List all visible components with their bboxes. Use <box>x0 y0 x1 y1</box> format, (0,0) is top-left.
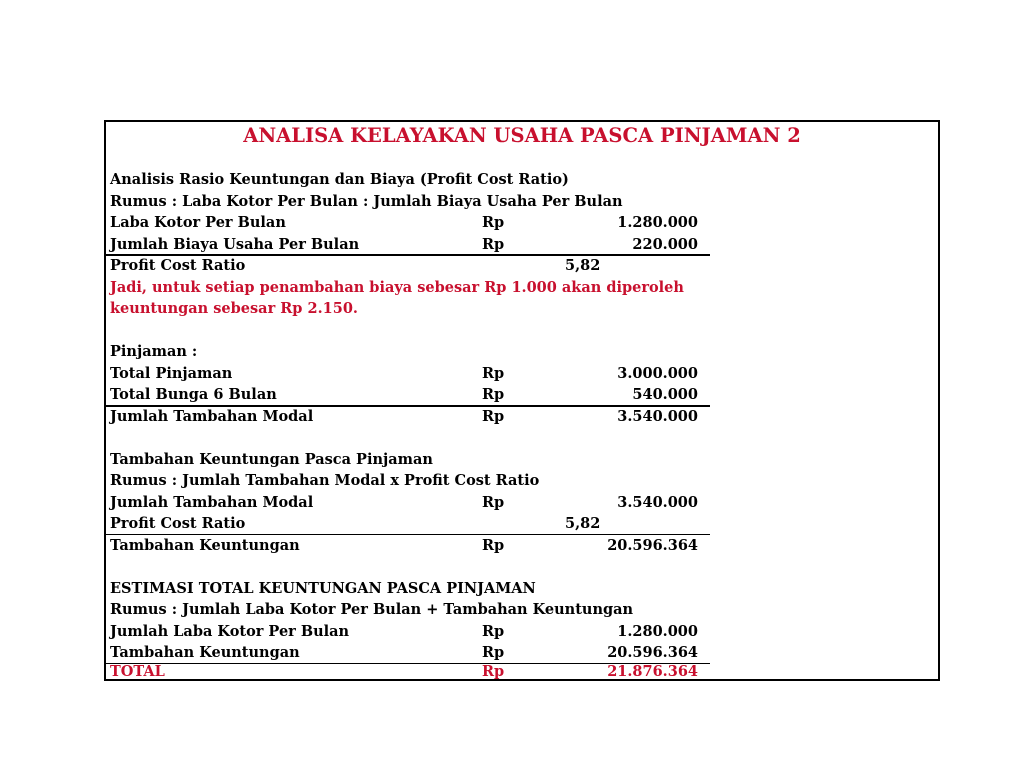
loan-sum-label: Jumlah Tambahan Modal <box>110 407 314 425</box>
laba-value: 1.280.000 <box>617 214 698 231</box>
gain-result-value: 20.596.364 <box>607 536 698 554</box>
gain-ratio-label: Profit Cost Ratio <box>110 515 246 532</box>
pcr-note-line1: Jadi, untuk setiap penambahan biaya sebesar Rp 1.000 akan diperoleh <box>110 278 684 296</box>
loan-heading: Pinjaman : <box>110 343 198 360</box>
estimate-formula: Rumus : Jumlah Laba Kotor Per Bulan + Tambahan Keuntungan <box>110 601 634 618</box>
biaya-row <box>110 234 710 256</box>
pcr-heading: Analisis Rasio Keuntungan dan Biaya (Profit Cost Ratio) <box>110 171 569 188</box>
gain-ratio-value: 5,82 <box>565 515 601 532</box>
estimate-formula-row <box>110 599 930 621</box>
pcr-ratio-row <box>110 255 710 277</box>
estimate-laba-label: Jumlah Laba Kotor Per Bulan <box>110 622 350 640</box>
estimate-laba-row <box>110 621 710 643</box>
estimate-heading: ESTIMASI TOTAL KEUNTUNGAN PASCA PINJAMAN <box>110 579 536 597</box>
biaya-label: Jumlah Biaya Usaha Per Bulan <box>110 235 360 253</box>
loan-bunga-label: Total Bunga 6 Bulan <box>110 386 277 403</box>
estimate-gain-label: Tambahan Keuntungan <box>110 644 300 661</box>
currency-label: Rp <box>482 644 505 661</box>
currency-label: Rp <box>482 536 505 554</box>
gain-result-row <box>110 535 710 557</box>
laba-row <box>110 212 710 234</box>
gain-heading: Tambahan Keuntungan Pasca Pinjaman <box>110 450 433 468</box>
currency-label: Rp <box>482 235 505 253</box>
loan-bunga-value: 540.000 <box>632 386 698 403</box>
currency-label: Rp <box>482 663 505 680</box>
report-table <box>104 120 940 681</box>
gain-modal-value: 3.540.000 <box>617 493 698 511</box>
gain-formula-row <box>110 470 930 492</box>
gain-modal-label: Jumlah Tambahan Modal <box>110 493 314 511</box>
pcr-formula: Rumus : Laba Kotor Per Bulan : Jumlah Biaya Usaha Per Bulan <box>110 192 623 210</box>
laba-label: Laba Kotor Per Bulan <box>110 214 286 231</box>
report-title: ANALISA KELAYAKAN USAHA PASCA PINJAMAN 2 <box>243 124 801 147</box>
pcr-ratio-label: Profit Cost Ratio <box>110 257 246 274</box>
gain-formula: Rumus : Jumlah Tambahan Modal x Profit Cost Ratio <box>110 472 540 489</box>
loan-total-row <box>110 363 710 385</box>
pcr-note-row <box>110 277 930 299</box>
gain-ratio-row <box>110 513 710 535</box>
biaya-value: 220.000 <box>632 235 698 253</box>
pcr-note-row-2 <box>110 298 930 320</box>
estimate-total-value: 21.876.364 <box>607 663 698 680</box>
currency-label: Rp <box>482 386 505 403</box>
loan-sum-row <box>110 406 710 428</box>
loan-bunga-row <box>110 384 710 406</box>
currency-label: Rp <box>482 493 505 511</box>
loan-sum-value: 3.540.000 <box>617 407 698 425</box>
pcr-formula-row <box>110 191 930 213</box>
pcr-heading-row <box>110 169 930 191</box>
loan-total-label: Total Pinjaman <box>110 364 233 382</box>
estimate-total-label: TOTAL <box>110 663 165 680</box>
estimate-total-row <box>110 661 710 683</box>
currency-label: Rp <box>482 214 505 231</box>
estimate-gain-value: 20.596.364 <box>607 644 698 661</box>
currency-label: Rp <box>482 622 505 640</box>
pcr-ratio-value: 5,82 <box>565 257 601 274</box>
currency-label: Rp <box>482 407 505 425</box>
estimate-heading-row <box>110 578 930 600</box>
gain-modal-row <box>110 492 710 514</box>
gain-heading-row <box>110 449 930 471</box>
estimate-laba-value: 1.280.000 <box>617 622 698 640</box>
pcr-note-line2: keuntungan sebesar Rp 2.150. <box>110 300 358 317</box>
loan-total-value: 3.000.000 <box>617 364 698 382</box>
currency-label: Rp <box>482 364 505 382</box>
gain-result-label: Tambahan Keuntungan <box>110 536 300 554</box>
loan-heading-row <box>110 341 710 363</box>
